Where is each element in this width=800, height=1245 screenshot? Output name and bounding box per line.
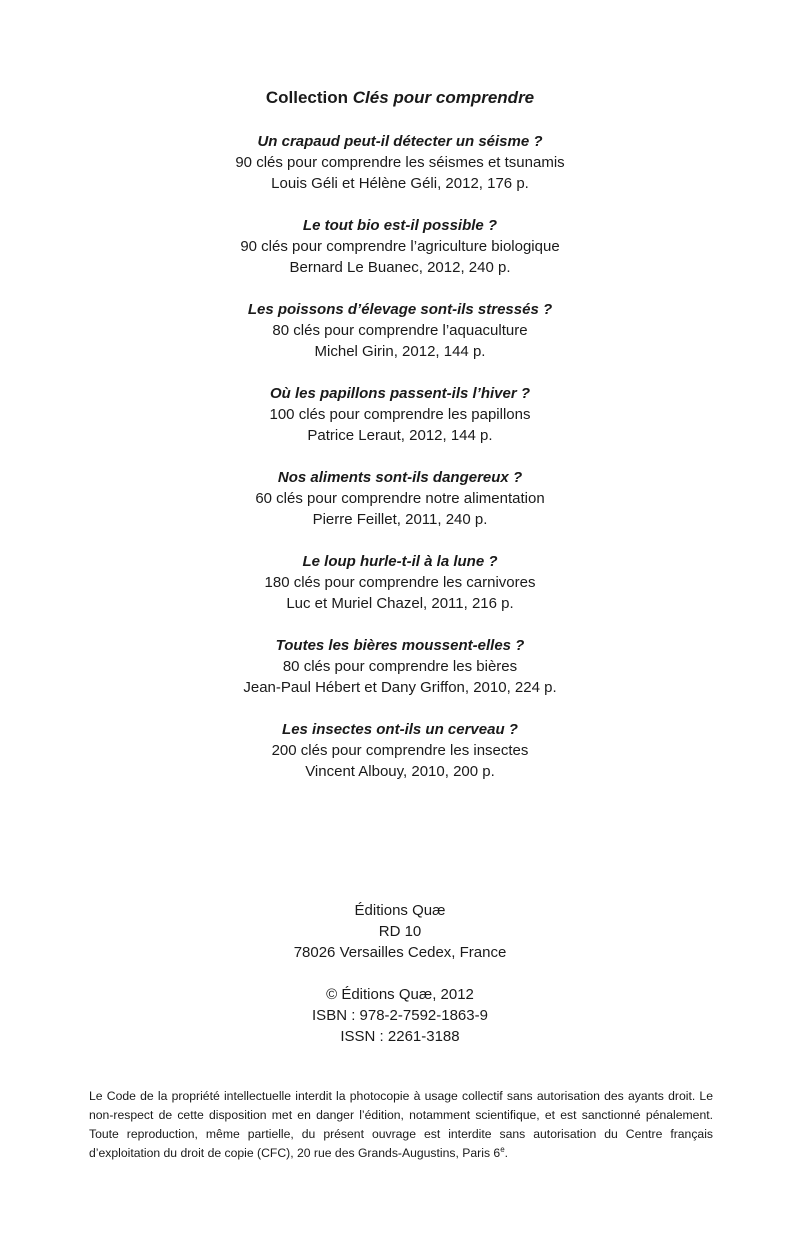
book-details: Louis Géli et Hélène Géli, 2012, 176 p. [271,175,529,192]
publisher-address-line2: 78026 Versailles Cedex, France [293,944,507,961]
collection-prefix: Collection [265,88,349,107]
collection-name: Clés pour comprendre [352,88,535,107]
book-details: Jean-Paul Hébert et Dany Griffon, 2010, 224 p. [243,679,557,696]
book-subtitle: 180 clés pour comprendre les carnivores [264,574,536,591]
issn: ISSN : 2261-3188 [340,1028,460,1045]
book-details: Vincent Albouy, 2010, 200 p. [305,763,495,780]
book-entry [0,719,800,803]
legal-text: Le Code de la propriété intellectuelle interdit la photocopie à usage collectif sans autorisation des ayants droit. Le non-respect de cette disposition met en danger l’édition, notamment scientifique, et est sanctionné pénalement. Toute reproduction, même partielle, du présent ouvrage est interdite sans autorisation du Centre français d’exploitation du droit de copie (CFC), 20 rue des Grands-Augustins, Paris 6 [89,1089,713,1160]
copyright-notice: © Éditions Quæ, 2012 [326,986,474,1003]
book-title: Les insectes ont-ils un cerveau ? [282,721,518,738]
book-entry [0,467,800,551]
book-entry [0,383,800,467]
book-details: Michel Girin, 2012, 144 p. [314,343,486,360]
book-title: Un crapaud peut-il détecter un séisme ? [257,133,543,150]
book-entry [0,215,800,299]
spacer [0,963,800,984]
book-entry [0,299,800,383]
publisher-name: Éditions Quæ [354,902,446,919]
book-title: Nos aliments sont-ils dangereux ? [277,469,523,486]
collection-title [0,87,800,109]
book-title: Le loup hurle-t-il à la lune ? [302,553,498,570]
book-subtitle: 80 clés pour comprendre les bières [282,658,518,675]
book-entry [0,131,800,215]
book-entry [0,635,800,719]
book-subtitle: 90 clés pour comprendre les séismes et tsunamis [235,154,565,171]
legal-notice [89,1087,713,1163]
book-title: Le tout bio est-il possible ? [302,217,498,234]
publisher-info [0,900,800,1047]
book-details: Patrice Leraut, 2012, 144 p. [307,427,493,444]
book-details: Pierre Feillet, 2011, 240 p. [312,511,488,528]
book-subtitle: 60 clés pour comprendre notre alimentation [255,490,545,507]
book-subtitle: 90 clés pour comprendre l’agriculture biologique [240,238,560,255]
book-details: Bernard Le Buanec, 2012, 240 p. [289,259,511,276]
book-subtitle: 80 clés pour comprendre l’aquaculture [272,322,528,339]
book-title: Toutes les bières moussent-elles ? [275,637,525,654]
legal-superscript: e [500,1144,505,1154]
book-title: Les poissons d’élevage sont-ils stressés ? [247,301,553,318]
book-subtitle: 100 clés pour comprendre les papillons [269,406,531,423]
book-list [0,131,800,803]
isbn: ISBN : 978-2-7592-1863-9 [312,1007,488,1024]
legal-end: . [504,1146,509,1160]
book-title: Où les papillons passent-ils l’hiver ? [269,385,531,402]
book-details: Luc et Muriel Chazel, 2011, 216 p. [286,595,514,612]
book-subtitle: 200 clés pour comprendre les insectes [271,742,529,759]
publisher-address-line1: RD 10 [378,923,422,940]
book-entry [0,551,800,635]
